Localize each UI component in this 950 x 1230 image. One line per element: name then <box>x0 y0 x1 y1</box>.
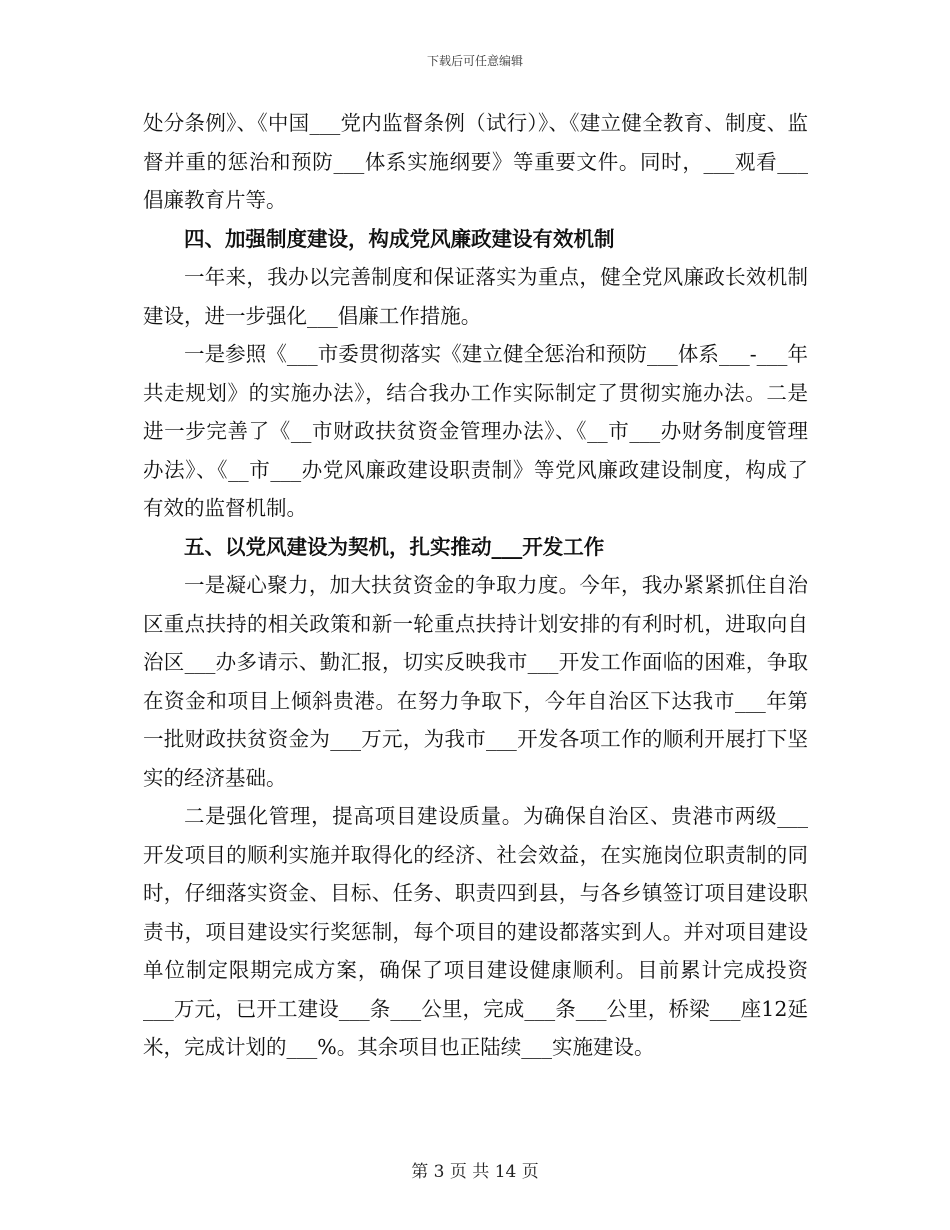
paragraph: 二是强化管理，提高项目建设质量。为确保自治区、贵港市两级___开发项目的顺利实施并取得化的经济、社会效益，在实施岗位职责制的同时，仔细落实资金、目标、任务、职责四到县，与各乡镇签订项目建设职责书，项目建设实行奖惩制，每个项目的建设都落实到人。并对项目建设单位制定限期完成方案，确保了项目建设健康顺利。目前累计完成投资___万元，已开工建设___条___公里，完成___条___公里，桥梁___座12延米，完成计划的___%。其余项目也正陆续___实施建设。 <box>143 804 808 1059</box>
section-heading-4: 四、加强制度建设，构成党风廉政建设有效机制 <box>184 226 615 251</box>
document-body <box>143 104 808 1067</box>
paragraph: 一年来，我办以完善制度和保证落实为重点，健全党风廉政长效机制建设，进一步强化___倡廉工作措施。 <box>143 265 808 328</box>
paragraph-continued: 处分条例》、《中国___党内监督条例（试行）》、《建立健全教育、制度、监督并重的惩治和预防___体系实施纲要》等重要文件。同时，___观看___倡廉教育片等。 <box>143 111 808 212</box>
paragraph: 一是凝心聚力，加大扶贫资金的争取力度。今年，我办紧紧抓住自治区重点扶持的相关政策和新一轮重点扶持计划安排的有利时机，进取向自治区___办多请示、勤汇报，切实反映我市___开发工作面临的困难，争取在资金和项目上倾斜贵港。在努力争取下，今年自治区下达我市___年第一批财政扶贫资金为___万元，为我市___开发各项工作的顺利开展打下坚实的经济基础。 <box>143 573 808 790</box>
page-header: 下载后可任意编辑 <box>426 54 523 68</box>
section-heading-5: 五、以党风建设为契机，扎实推动___开发工作 <box>184 534 605 559</box>
page-number-footer: 第 3 页 共 14 页 <box>411 1162 539 1182</box>
paragraph: 一是参照《___市委贯彻落实《建立健全惩治和预防___体系___-___年共走规划》的实施办法》，结合我办工作实际制定了贯彻实施办法。二是进一步完善了《__市财政扶贫资金管理办法》、《__市___办财务制度管理办法》、《__市___办党风廉政建设职责制》等党风廉政建设制度，构成了有效的监督机制。 <box>143 342 808 520</box>
